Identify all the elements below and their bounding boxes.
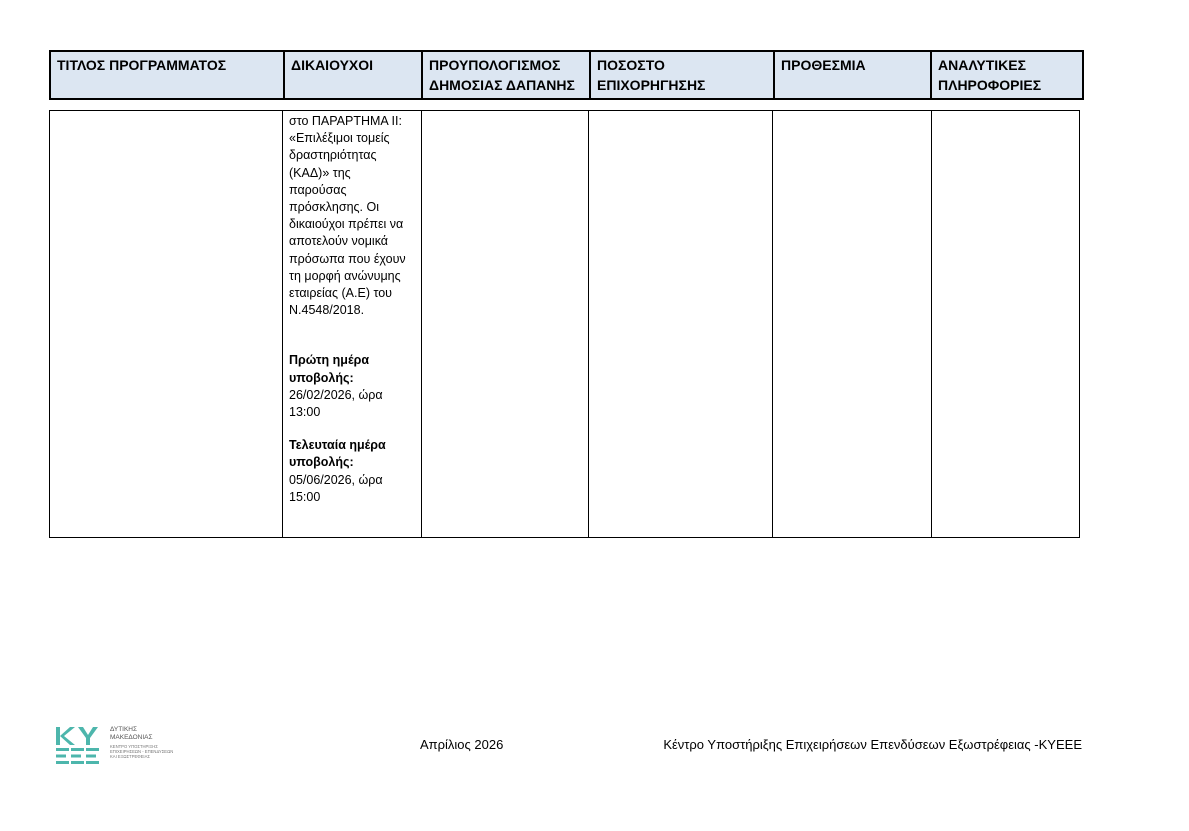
cell-details xyxy=(932,111,1080,538)
header-deadline: ΠΡΟΘΕΣΜΙΑ xyxy=(774,51,931,99)
logo-text: ΔΥΤΙΚΗΣ ΜΑΚΕΔΟΝΙΑΣ ΚΕΝΤΡΟ ΥΠΟΣΤΗΡΙΞΗΣ ΕΠΙΧΕΙΡΗΣΕΩΝ - ΕΠΕΝΔΥΣΕΩΝ ΚΑΙ ΕΞΩΣΤΡΕΦΕΙΑΣ xyxy=(110,726,174,759)
cell-program-title xyxy=(50,111,283,538)
cell-deadline xyxy=(773,111,932,538)
header-budget: ΠΡΟΥΠΟΛΟΓΙΣΜΟΣ ΔΗΜΟΣΙΑΣ ΔΑΠΑΝΗΣ xyxy=(422,51,590,99)
table-row xyxy=(50,111,1080,538)
cell-subsidy-rate xyxy=(589,111,773,538)
last-day-label: Τελευταία ημέρα υποβολής: xyxy=(289,438,386,470)
footer-organization: Κέντρο Υποστήριξης Επιχειρήσεων Επενδύσεων Εξωστρέφειας -ΚΥΕΕΕ xyxy=(663,737,1082,752)
last-day-value: 05/06/2026, ώρα 15:00 xyxy=(289,472,383,504)
content-table xyxy=(49,110,1080,538)
header-row xyxy=(50,51,1083,99)
header-details: ΑΝΑΛΥΤΙΚΕΣ ΠΛΗΡΟΦΟΡΙΕΣ xyxy=(931,51,1083,99)
first-day-label: Πρώτη ημέρα υποβολής: xyxy=(289,353,369,385)
cell-beneficiaries xyxy=(283,111,422,538)
header-program-title: ΤΙΤΛΟΣ ΠΡΟΓΡΑΜΜΑΤΟΣ xyxy=(50,51,284,99)
header-beneficiaries: ΔΙΚΑΙΟΥΧΟΙ xyxy=(284,51,422,99)
footer-date: Απρίλιος 2026 xyxy=(420,737,504,752)
header-table xyxy=(49,50,1084,100)
cell-budget xyxy=(422,111,589,538)
first-day-value: 26/02/2026, ώρα 13:00 xyxy=(289,387,383,420)
header-subsidy-rate: ΠΟΣΟΣΤΟ ΕΠΙΧΟΡΗΓΗΣΗΣ xyxy=(590,51,774,99)
beneficiaries-text: στο ΠΑΡΑΡΤΗΜΑ ΙΙ: «Επιλέξιμοι τομείς δραστηριότητας (ΚΑΔ)» της παρούσας πρόσκλησης. Οι δικαιούχοι πρέπει να αποτελούν νομικά πρόσωπα που έχουν τη μορφή ανώνυμης εταιρείας (Α.Ε) του Ν.4548/2018. xyxy=(289,114,406,318)
